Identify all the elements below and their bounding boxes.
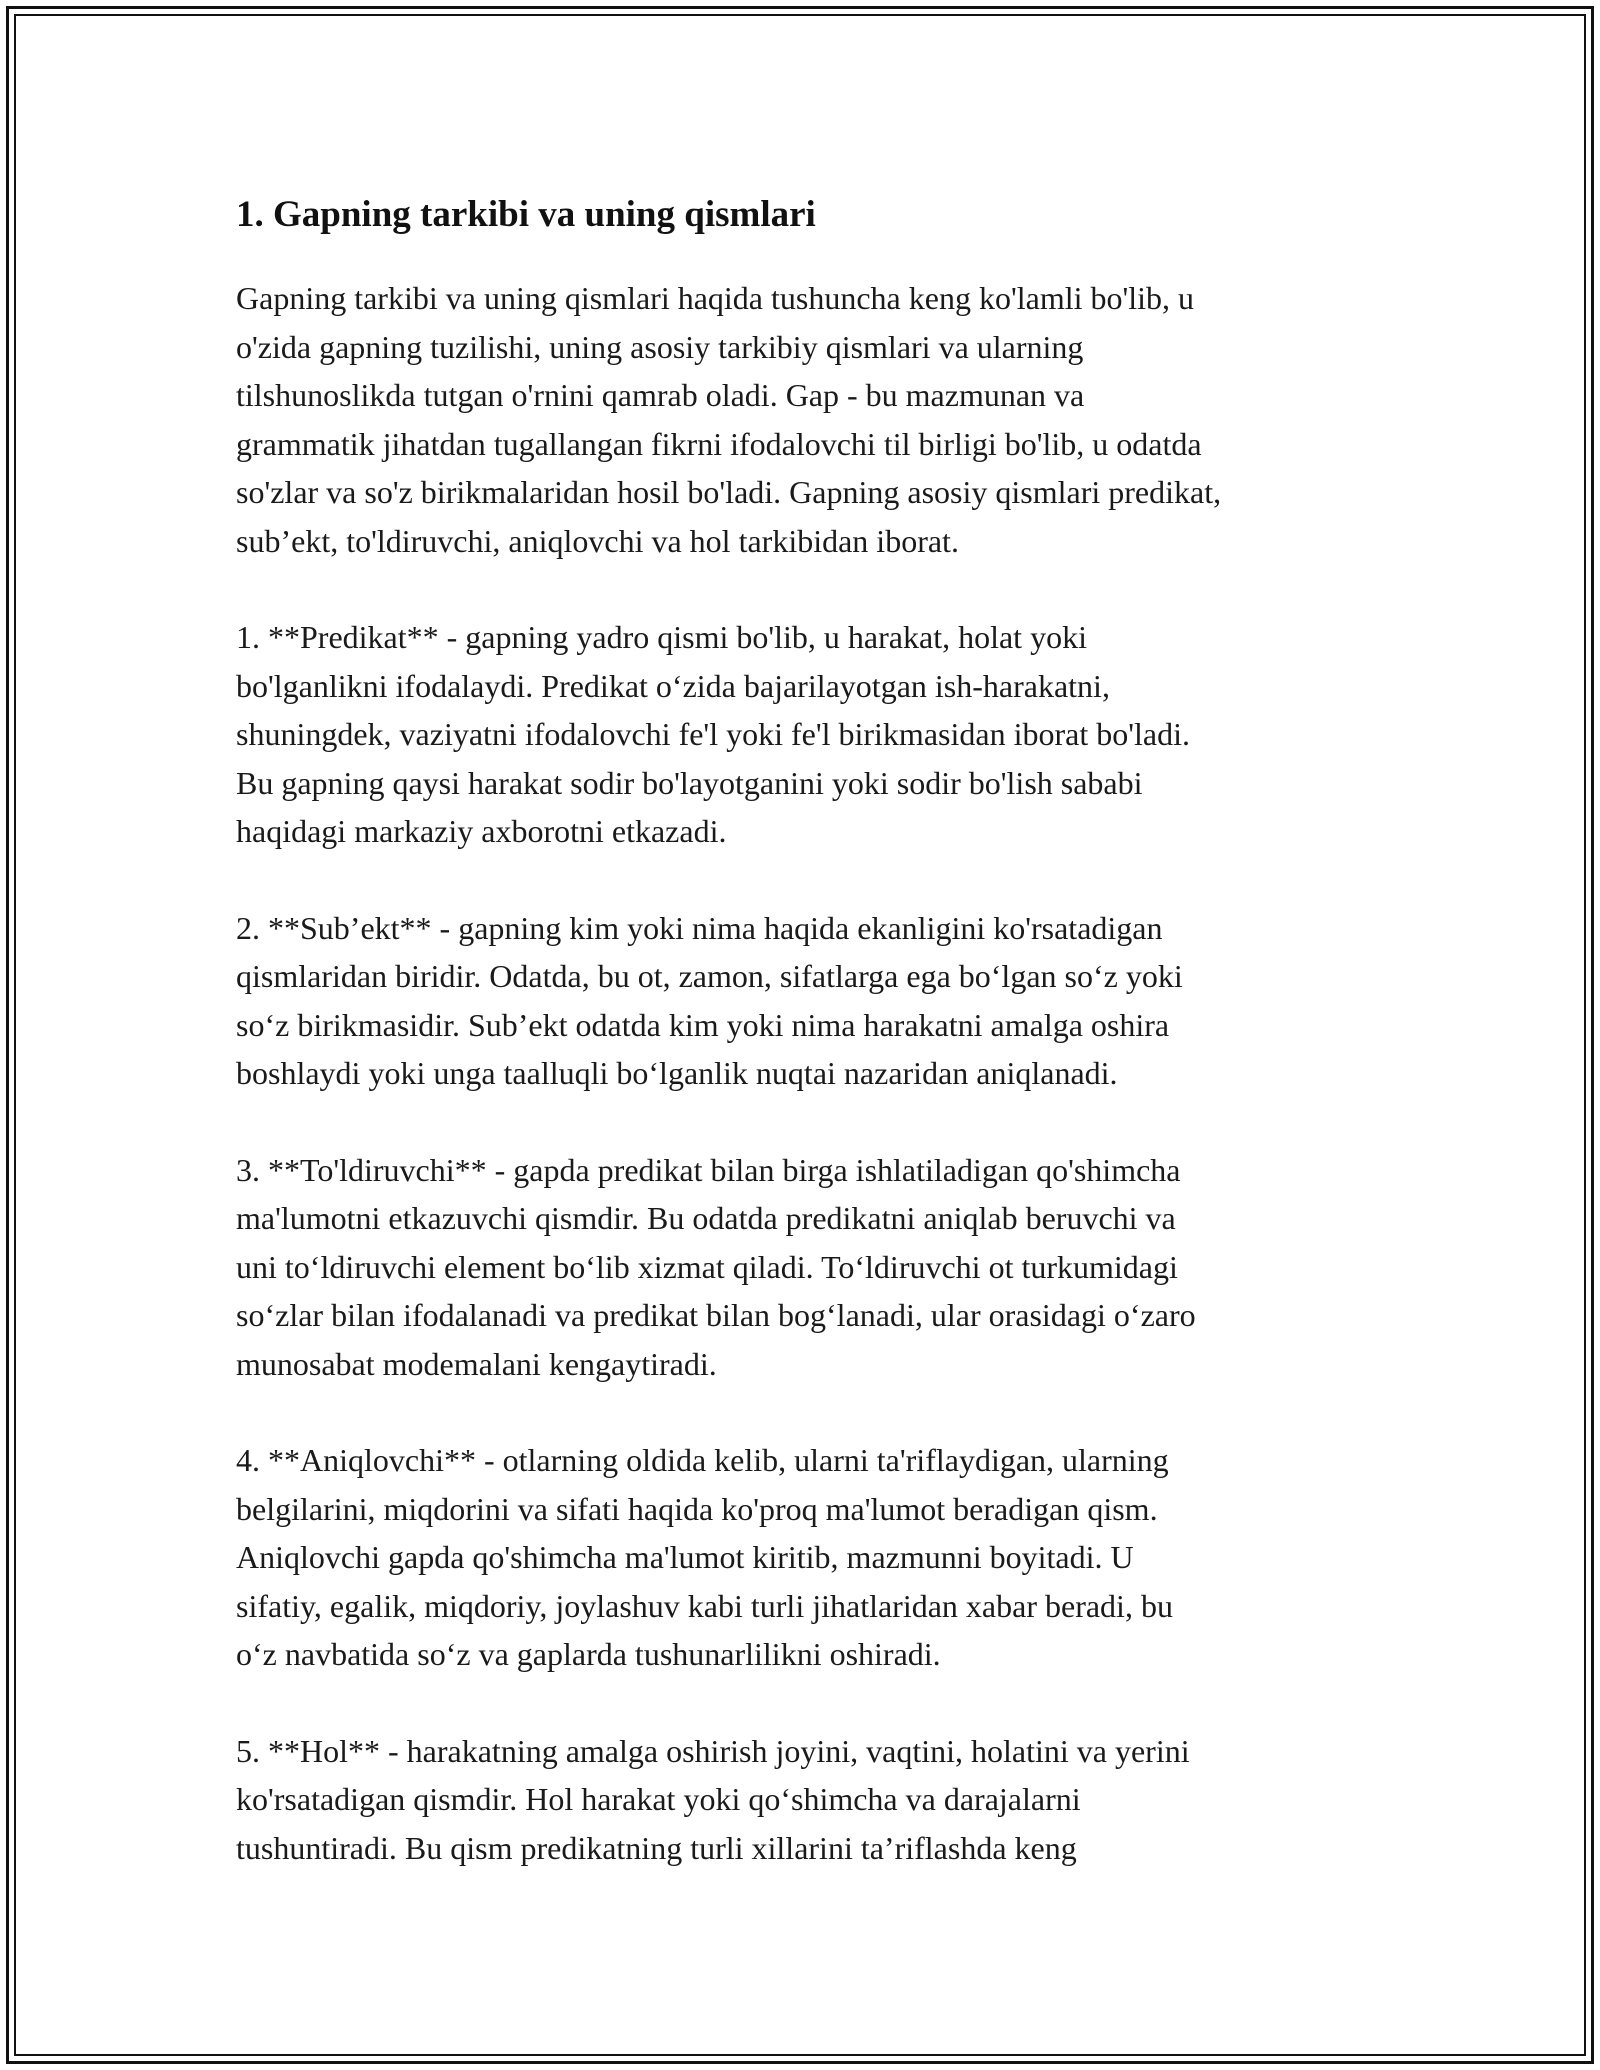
- paragraph-intro: [236, 274, 1376, 565]
- text-line: belgilarini, miqdorini va sifati haqida ko'proq ma'lumot beradigan qism.: [236, 1490, 1158, 1527]
- text-line: shuningdek, vaziyatni ifodalovchi fe'l yoki fe'l birikmasidan iborat bo'ladi.: [236, 716, 1190, 752]
- section-heading: 1. Gapning tarkibi va uning qismlari: [236, 194, 816, 235]
- text-line: o'zida gapning tuzilishi, uning asosiy tarkibiy qismlari va ularning: [236, 328, 1084, 365]
- text-line: grammatik jihatdan tugallangan fikrni ifodalovchi til birligi bo'lib, u odatda: [236, 425, 1202, 462]
- text-line: bo'lganlikni ifodalaydi. Predikat o‘zida bajarilayotgan ish-harakatni,: [236, 667, 1110, 704]
- text-line: 3. **To'ldiruvchi** - gapda predikat bilan birga ishlatiladigan qo'shimcha: [236, 1151, 1181, 1188]
- text-line: Gapning tarkibi va uning qismlari haqida tushuncha keng ko'lamli bo'lib, u: [236, 280, 1195, 316]
- text-line: 2. **Sub’ekt** - gapning kim yoki nima haqida ekanligini ko'rsatadigan: [236, 909, 1163, 946]
- text-line: 1. **Predikat** - gapning yadro qismi bo'lib, u harakat, holat yoki: [236, 619, 1087, 655]
- text-line: 5. **Hol** - harakatning amalga oshirish joyini, vaqtini, holatini va yerini: [236, 1732, 1190, 1769]
- text-line: tushuntiradi. Bu qism predikatning turli xillarini ta’riflashda keng: [236, 1829, 1077, 1866]
- text-line: haqidagi markaziy axborotni etkazadi.: [236, 813, 727, 849]
- text-line: so‘zlar bilan ifodalanadi va predikat bilan bog‘lanadi, ular orasidagi o‘zaro: [236, 1297, 1196, 1333]
- paragraph-hol: [236, 1727, 1376, 1873]
- text-line: munosabat modemalani kengaytiradi.: [236, 1345, 717, 1382]
- text-line: ko'rsatadigan qismdir. Hol harakat yoki qo‘shimcha va darajalarni: [236, 1781, 1081, 1817]
- text-line: tilshunoslikda tutgan o'rnini qamrab oladi. Gap - bu mazmunan va: [236, 377, 1085, 413]
- text-line: 4. **Aniqlovchi** - otlarning oldida kelib, ularni ta'riflaydigan, ularning: [236, 1442, 1169, 1478]
- text-line: so‘z birikmasidir. Sub’ekt odatda kim yoki nima harakatni amalga oshira: [236, 1006, 1170, 1043]
- text-line: Aniqlovchi gapda qo'shimcha ma'lumot kiritib, mazmunni boyitadi. U: [236, 1539, 1134, 1575]
- text-line: Bu gapning qaysi harakat sodir bo'layotganini yoki sodir bo'lish sababi: [236, 764, 1143, 801]
- text-line: so'zlar va so'z birikmalaridan hosil bo'ladi. Gapning asosiy qismlari predikat,: [236, 474, 1222, 510]
- paragraph-subekt: [236, 904, 1376, 1098]
- paragraph-predikat: [236, 613, 1376, 856]
- text-line: ma'lumotni etkazuvchi qismdir. Bu odatda predikatni aniqlab beruvchi va: [236, 1200, 1176, 1236]
- text-line: sub’ekt, to'ldiruvchi, aniqlovchi va hol tarkibidan iborat.: [236, 522, 959, 559]
- text-line: boshlaydi yoki unga taalluqli bo‘lganlik nuqtai nazaridan aniqlanadi.: [236, 1055, 1118, 1091]
- text-line: o‘z navbatida so‘z va gaplarda tushunarlilikni oshiradi.: [236, 1636, 941, 1672]
- text-line: uni to‘ldiruvchi element bo‘lib xizmat qiladi. To‘ldiruvchi ot turkumidagi: [236, 1248, 1178, 1285]
- text-line: sifatiy, egalik, miqdoriy, joylashuv kabi turli jihatlaridan xabar beradi, bu: [236, 1587, 1173, 1624]
- text-line: qismlaridan biridir. Odatda, bu ot, zamon, sifatlarga ega bo‘lgan so‘z yoki: [236, 958, 1183, 994]
- document-body: [236, 188, 1376, 1920]
- paragraph-aniqlovchi: [236, 1436, 1376, 1679]
- paragraph-toldiruvchi: [236, 1146, 1376, 1389]
